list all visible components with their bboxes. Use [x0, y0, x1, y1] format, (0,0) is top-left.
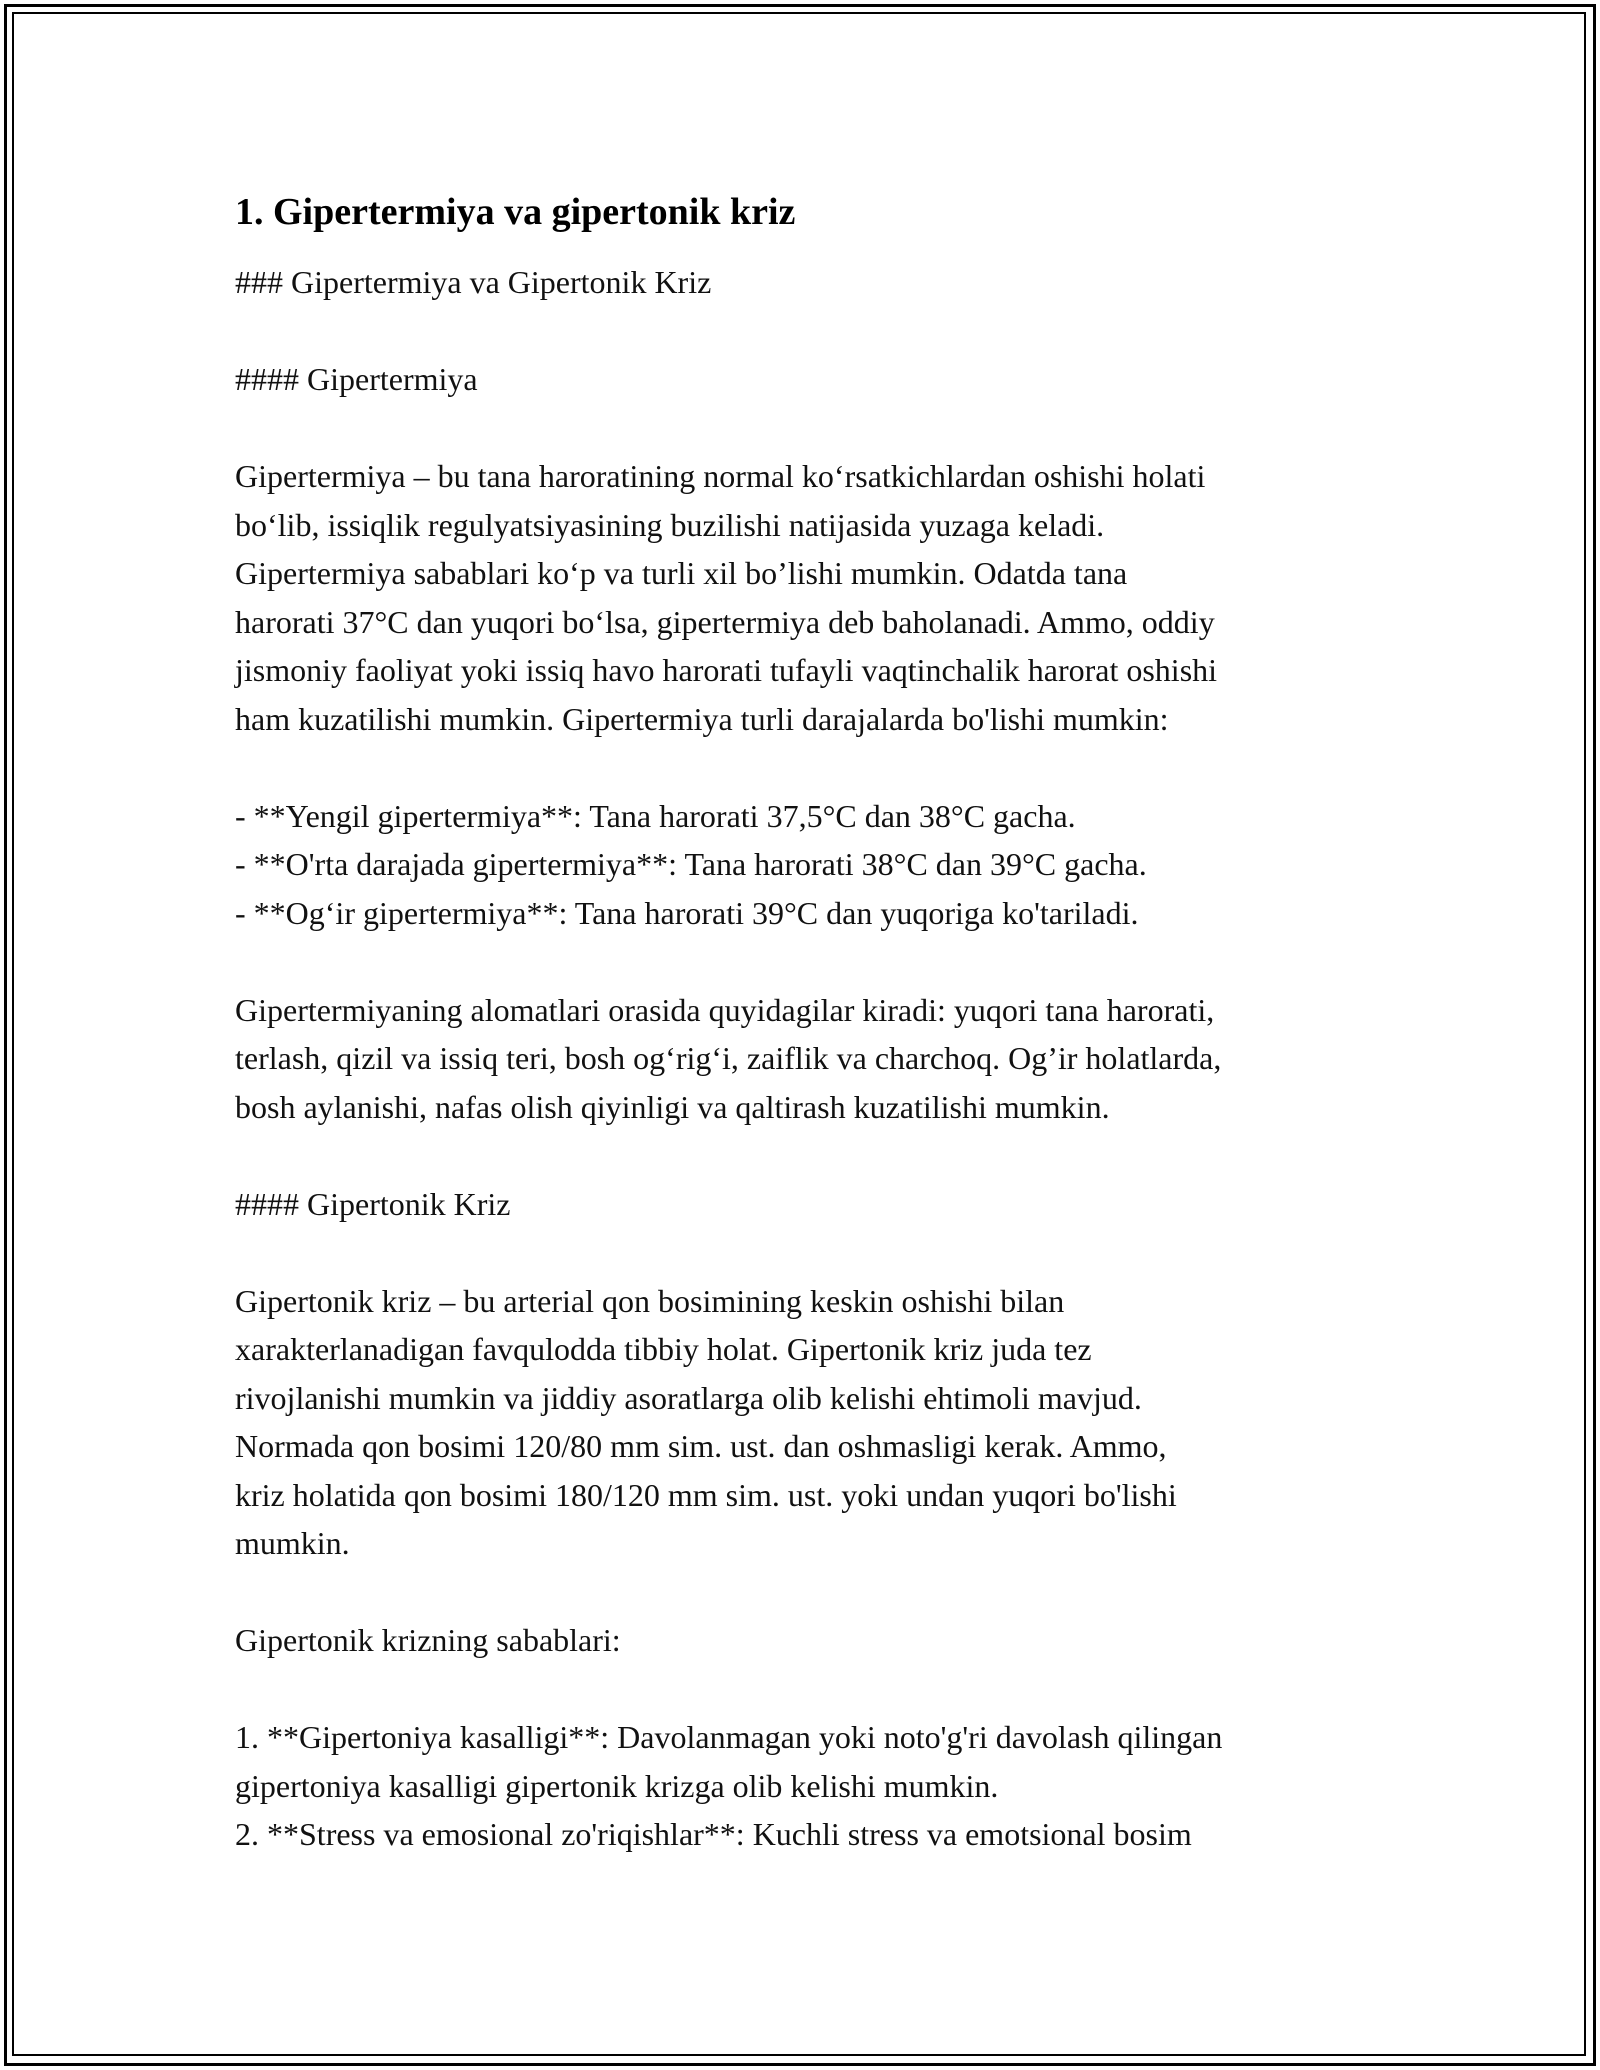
text-line: - **Yengil gipertermiya**: Tana harorati 37,5°C dan 38°C gacha.: [235, 797, 1076, 834]
text-line: kriz holatida qon bosimi 180/120 mm sim. ust. yoki undan yuqori bo'lishi: [235, 1476, 1177, 1513]
text-line: terlash, qizil va issiq teri, bosh og‘rig‘i, zaiflik va charchoq. Og’ir holatlarda,: [235, 1040, 1222, 1076]
text-line: 2. **Stress va emosional zo'riqishlar**: Kuchli stress va emotsional bosim: [235, 1816, 1192, 1852]
text-line: Normada qon bosimi 120/80 mm sim. ust. dan oshmasligi kerak. Ammo,: [235, 1428, 1167, 1464]
blank-line: [235, 1665, 1395, 1714]
text-line: ### Gipertermiya va Gipertonik Kriz: [235, 264, 712, 300]
text-line: mumkin.: [235, 1525, 350, 1561]
text-line: Gipertermiya sabablari ko‘p va turli xil bo’lishi mumkin. Odatda tana: [235, 555, 1128, 591]
blank-line: [235, 404, 1395, 453]
document-title: 1. Gipertermiya va gipertonik kriz: [235, 191, 796, 233]
blank-line: [235, 743, 1395, 792]
text-line: 1. **Gipertoniya kasalligi**: Davolanmagan yoki noto'g'ri davolash qilingan: [235, 1719, 1223, 1755]
text-line: Gipertermiyaning alomatlari orasida quyidagilar kiradi: yuqori tana harorati,: [235, 991, 1215, 1028]
blank-line: [235, 1131, 1395, 1180]
text-line: Gipertonik kriz – bu arterial qon bosimining keskin oshishi bilan: [235, 1282, 1065, 1319]
blank-line: [235, 1568, 1395, 1617]
text-line: xarakterlanadigan favqulodda tibbiy holat. Gipertonik kriz juda tez: [235, 1331, 1092, 1367]
text-line: jismoniy faoliyat yoki issiq havo harorati tufayli vaqtinchalik harorat oshishi: [235, 652, 1218, 688]
text-line: Gipertermiya – bu tana haroratining normal ko‘rsatkichlardan oshishi holati: [235, 458, 1206, 494]
text-line: bo‘lib, issiqlik regulyatsiyasining buzilishi natijasida yuzaga keladi.: [235, 506, 1105, 543]
text-line: #### Gipertonik Kriz: [235, 1185, 511, 1222]
text-line: harorati 37°C dan yuqori bo‘lsa, gipertermiya deb baholanadi. Ammo, oddiy: [235, 603, 1215, 640]
text-line: - **O'rta darajada gipertermiya**: Tana harorati 38°C dan 39°C gacha.: [235, 846, 1147, 882]
text-line: Gipertonik krizning sabablari:: [235, 1622, 621, 1658]
blank-line: [235, 937, 1395, 986]
title-spacer: [235, 236, 1395, 258]
text-line: gipertoniya kasalligi gipertonik krizga olib kelishi mumkin.: [235, 1767, 999, 1804]
document-body: [235, 188, 1395, 1859]
blank-line: [235, 1228, 1395, 1277]
text-line: #### Gipertermiya: [235, 361, 478, 397]
text-line: - **Og‘ir gipertermiya**: Tana harorati 39°C dan yuqoriga ko'tariladi.: [235, 894, 1139, 931]
blank-line: [235, 307, 1395, 356]
text-line: ham kuzatilishi mumkin. Gipertermiya turli darajalarda bo'lishi mumkin:: [235, 700, 1169, 737]
text-line: rivojlanishi mumkin va jiddiy asoratlarga olib kelishi ehtimoli mavjud.: [235, 1379, 1142, 1416]
text-line: bosh aylanishi, nafas olish qiyinligi va qaltirash kuzatilishi mumkin.: [235, 1088, 1110, 1125]
document-text: [235, 258, 1395, 1859]
